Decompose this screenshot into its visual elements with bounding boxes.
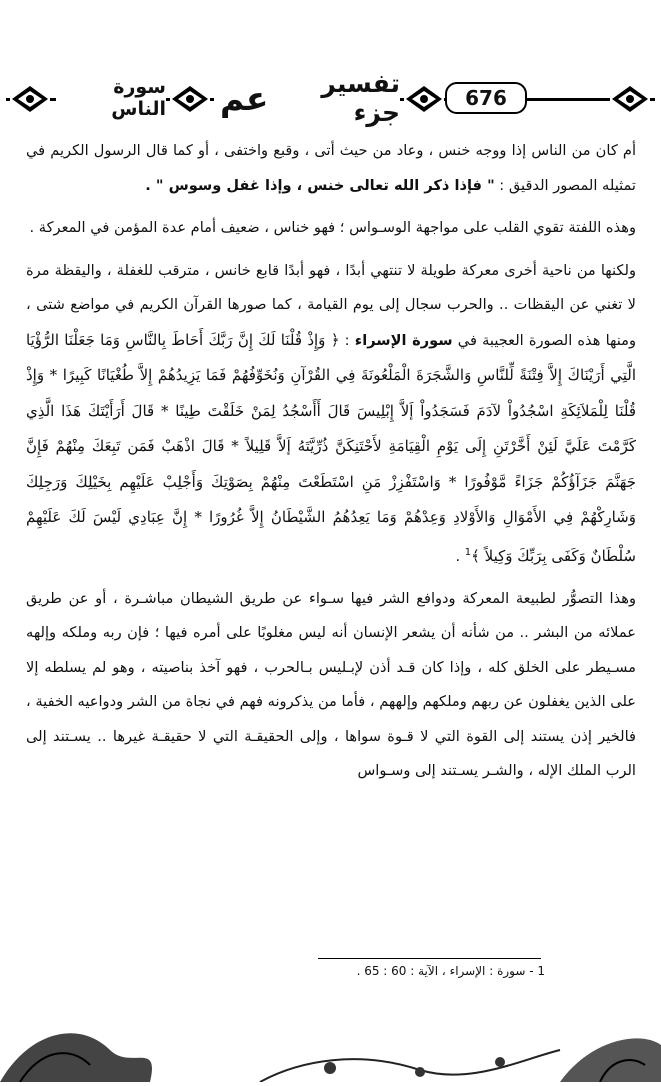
page-header (6, 69, 655, 127)
footnote: 1 - سورة : الإسراء ، الآية : 60 : 65 . (356, 964, 545, 978)
segment-normal: . (455, 547, 465, 565)
book-title-main: عم (220, 78, 269, 118)
segment-normal: ولكنها من ناحية أخرى معركة طويلة لا تنتهي أبدًا ، فهو أبدًا قابع خانس ، مترقب للغفلة ، واليقظة مرة لا تغني عن اليقظات .. والحرب سجال إلى يوم القيامة ، كما صورها القرآن الكريم في مواضع شتى ، ومنها هذه الصورة العجيبة في (26, 261, 637, 349)
paragraph-p1 (26, 134, 636, 203)
book-title (214, 69, 400, 127)
page-number-value: 676 (445, 82, 527, 114)
ornament-right-icon (610, 84, 650, 114)
body-text (26, 134, 636, 789)
floral-decoration-icon (0, 990, 661, 1082)
paragraph-p2 (26, 211, 636, 246)
paragraph-p3 (26, 254, 636, 574)
segment-normal: : (339, 331, 355, 349)
segment-bold: سورة الإسراء (354, 331, 453, 349)
ornament-mid-left-icon (170, 84, 210, 114)
segment-sup: 1 (464, 546, 472, 558)
segment-normal: وهذه اللفتة تقوي القلب على مواجهة الوسـواس ؛ فهو خناس ، ضعيف أمام عدة المؤمن في المعركة . (29, 219, 636, 236)
page-number (446, 78, 526, 118)
book-title-prefix: تفسير جزء (321, 69, 400, 127)
ornament-left-icon (10, 84, 50, 114)
segment-bold: " فإذا ذكر الله تعالى خنس ، وإذا غفل وسوس " . (145, 176, 495, 194)
paragraph-p4 (26, 582, 636, 789)
surah-name: سورة الناس (56, 78, 166, 118)
segment-quran: ﴿ وَإِذْ قُلْنَا لَكَ إِنَّ رَبَّكَ أَحَاطَ بِالنَّاسِ وَمَا جَعَلْنَا الرُّؤْيَا الَّتِي أَرَيْنَاكَ إِلاَّ فِتْنَةً لِّلنَّاسِ وَالشَّجَرَةَ الْمَلْعُونَةَ فِي القُرْآنِ وَنُخَوِّفُهُمْ فَمَا يَزِيدُهُمْ إِلاَّ طُغْيَانًا كَبِيرًا * وَإِذْ قُلْنَا لِلْمَلاَئِكَةِ اسْجُدُواْ لآدَمَ فَسَجَدُواْ إَلاَّ إِبْلِيسَ قَالَ أَأَسْجُدُ لِمَنْ خَلَقْتَ طِينًا * قَالَ أَرَأَيْتَكَ هَذَا الَّذِي كَرَّمْتَ عَلَيَّ لَئِنْ أَخَّرْتَنِ إِلَى يَوْمِ الْقِيَامَةِ لأَحْتَنِكَنَّ ذُرِّيَّتَهُ إَلاَّ قَلِيلاً * قَالَ اذْهَبْ فَمَن تَبِعَكَ مِنْهُمْ فَإِنَّ جَهَنَّمَ جَزَآؤُكُمْ جَزَاءً مَّوْفُورًا * وَاسْتَفْزِزْ مَنِ اسْتَطَعْتَ مِنْهُمْ بِصَوْتِكَ وَأَجْلِبْ عَلَيْهِم بِخَيْلِكَ وَرَجِلِكَ وَشَارِكْهُمْ فِي الأَمْوَالِ وَالأَوْلادِ وَعِدْهُمْ وَمَا يَعِدُهُمُ الشَّيْطَانُ إِلاَّ غُرُورًا * إِنَّ عِبَادِي لَيْسَ لَكَ عَلَيْهِمْ سُلْطَانٌ وَكَفَى بِرَبِّكَ وَكِيلاً ﴾ (26, 330, 636, 565)
footnote-rule (318, 958, 541, 959)
ornament-mid-right-icon (404, 84, 444, 114)
segment-normal: وهذا التصوُّر لطبيعة المعركة ودوافع الشر فيها سـواء عن طريق الشيطان مباشـرة ، أو عن طريق عملائه من البشر .. من شأنه أن يشعر الإنسان أنه ليس مغلوبًا على أمره فيها ؛ فإن ربه وملكه وإلهه مسـيطر على الخلق كله ، وإذا كان قـد أذن لإبـليس بـالحرب ، فهو آخذ بناصيته ، وهو لم يسلطه إلا على الذين يغفلون عن ربهم وملكهم وإلههم ، فأما من يذكرونه فهم في نجاة من الشر ودواعيه الخفية ، فالخير إذن يستند إلى القوة التي لا قـوة سواها ، وإلى الحقيقـة التي لا حقيقـة غيرها .. يسـتند إلى الرب الملك الإله ، والشـر يسـتند إلى وسـواس (26, 589, 636, 780)
segment-normal: أم كان من الناس إذا ووجه خنس ، وعاد من حيث أتى ، وقبع واختفى ، أو كما قال الرسول الكريم في تمثيله المصور الدقيق : (26, 142, 636, 194)
